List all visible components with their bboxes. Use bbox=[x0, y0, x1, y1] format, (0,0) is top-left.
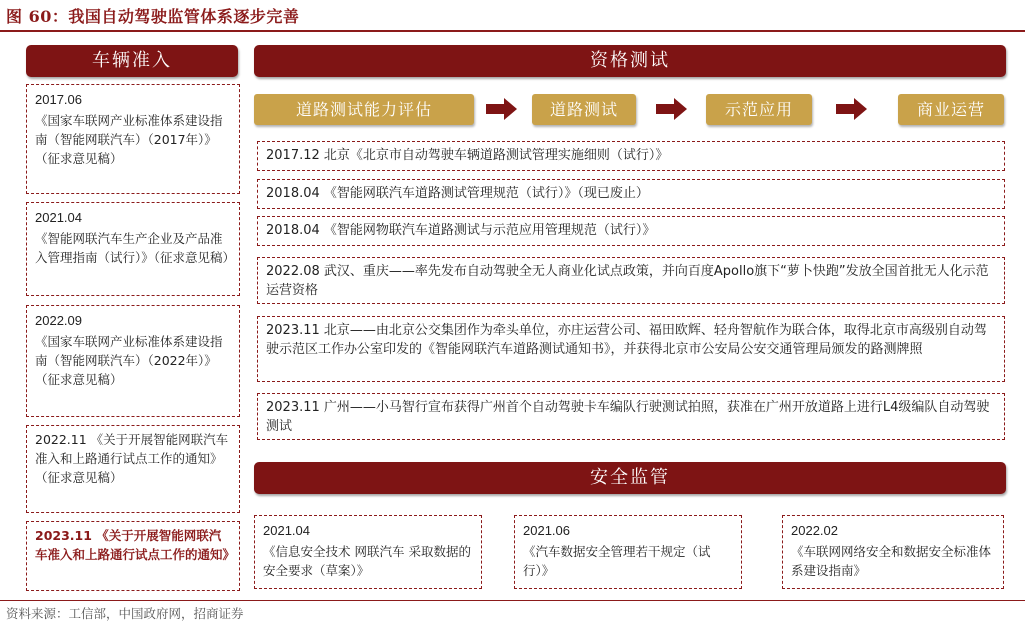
item-date: 2022.02 bbox=[791, 523, 838, 538]
footer-divider bbox=[0, 600, 1025, 601]
safety-item bbox=[782, 515, 1004, 589]
test-item: 2018.04 《智能网物联汽车道路测试与示范应用管理规范（试行）》 bbox=[257, 216, 1005, 246]
source-note: 资料来源：工信部，中国政府网，招商证券 bbox=[6, 606, 244, 621]
item-date: 2021.04 bbox=[263, 523, 310, 538]
vehicle-access-item bbox=[26, 84, 240, 194]
step-road-test: 道路测试 bbox=[532, 94, 636, 125]
test-item: 2023.11 广州——小马智行宣布获得广州首个自动驾驶卡车编队行驶测试拍照，获准在广州开放道路上进行L4级编队自动驾驶测试 bbox=[257, 393, 1005, 440]
right-arrow-icon bbox=[486, 97, 518, 121]
item-text: 《智能网联汽车生产企业及产品准入管理指南（试行）》（征求意见稿） bbox=[35, 231, 236, 265]
item-date: 2021.04 bbox=[35, 210, 82, 225]
step-road-test-assessment: 道路测试能力评估 bbox=[254, 94, 474, 125]
test-item: 2022.08 武汉、重庆——率先发布自动驾驶全无人商业化试点政策，并向百度Apollo旗下“萝卜快跑”发放全国首批无人化示范运营资格 bbox=[257, 257, 1005, 304]
title-divider bbox=[0, 30, 1025, 32]
item-text: 2022.11 《关于开展智能网联汽车准入和上路通行试点工作的通知》（征求意见稿） bbox=[35, 432, 229, 485]
step-demo-application: 示范应用 bbox=[706, 94, 812, 125]
vehicle-access-item bbox=[26, 305, 240, 417]
figure-title: 图 60：我国自动驾驶监管体系逐步完善 bbox=[6, 7, 300, 26]
test-item: 2018.04 《智能网联汽车道路测试管理规范（试行）》（现已废止） bbox=[257, 179, 1005, 209]
test-item: 2017.12 北京《北京市自动驾驶车辆道路测试管理实施细则（试行）》 bbox=[257, 141, 1005, 171]
item-text: 2023.11 《关于开展智能网联汽车准入和上路通行试点工作的通知》 bbox=[35, 528, 236, 562]
item-date: 2022.09 bbox=[35, 313, 82, 328]
vehicle-access-banner: 车辆准入 bbox=[26, 45, 238, 77]
qualification-test-banner: 资格测试 bbox=[254, 45, 1006, 77]
vehicle-access-item bbox=[26, 425, 240, 513]
test-item: 2023.11 北京——由北京公交集团作为牵头单位，亦庄运营公司、福田欧辉、轻舟智航作为联合体，取得北京市高级别自动驾驶示范区工作办公室印发的《智能网联汽车道路测试通知书》，并获得北京市公安局公安交通管理局颁发的路测牌照 bbox=[257, 316, 1005, 382]
item-text: 《信息安全技术 网联汽车 采取数据的安全要求（草案）》 bbox=[263, 544, 471, 578]
right-arrow-icon bbox=[656, 97, 688, 121]
right-arrow-icon bbox=[836, 97, 868, 121]
item-date: 2021.06 bbox=[523, 523, 570, 538]
step-commercial-operation: 商业运营 bbox=[898, 94, 1004, 125]
safety-item bbox=[254, 515, 482, 589]
item-date: 2017.06 bbox=[35, 92, 82, 107]
item-text: 《车联网网络安全和数据安全标准体系建设指南》 bbox=[791, 544, 992, 578]
safety-item bbox=[514, 515, 742, 589]
vehicle-access-item bbox=[26, 202, 240, 296]
safety-supervision-banner: 安全监管 bbox=[254, 462, 1006, 494]
item-text: 《国家车联网产业标准体系建设指南（智能网联汽车）（2017年）》（征求意见稿） bbox=[35, 113, 223, 166]
vehicle-access-item-highlight bbox=[26, 521, 240, 591]
item-text: 《国家车联网产业标准体系建设指南（智能网联汽车）（2022年）》（征求意见稿） bbox=[35, 334, 223, 387]
item-text: 《汽车数据安全管理若干规定（试行）》 bbox=[523, 544, 711, 578]
